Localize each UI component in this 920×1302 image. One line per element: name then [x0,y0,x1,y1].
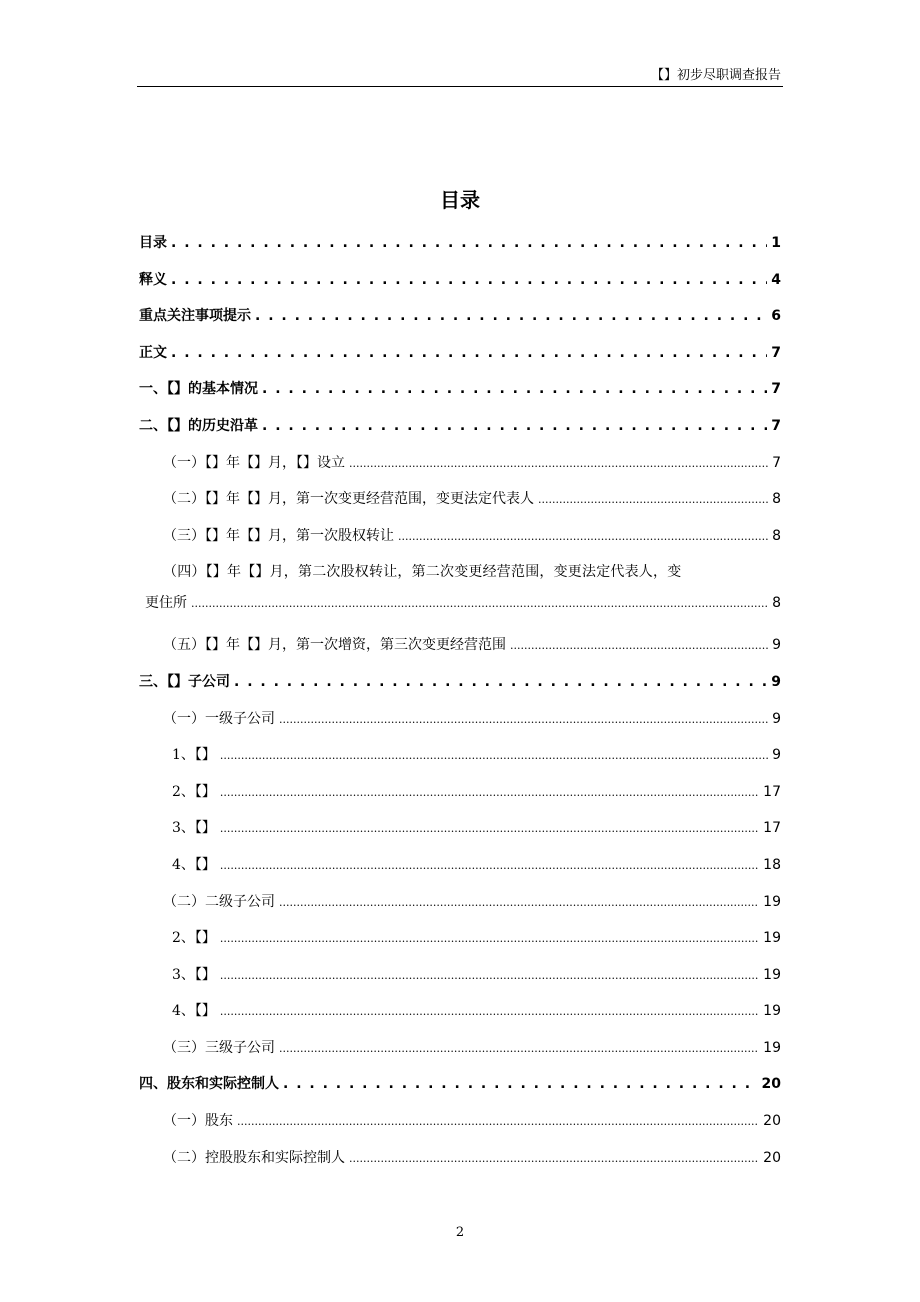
toc-entry[interactable] [139,1067,781,1104]
toc-entry-label: 释义 [139,271,167,288]
toc-entry[interactable] [139,628,781,665]
toc-entry[interactable] [139,1031,781,1068]
toc-entry-page: 19 [763,893,781,910]
toc-entry-page: 9 [772,637,781,654]
toc-entry-label: 重点关注事项提示 [139,308,251,325]
toc-entry[interactable] [139,226,781,263]
toc-entry-page: 19 [763,966,781,983]
toc-entry-label: 2、【】 [172,930,216,947]
toc-leader-dots [171,345,767,361]
toc-entry-page: 6 [771,308,781,325]
toc-entry-page: 7 [772,454,781,471]
toc-entry-page: 18 [763,856,781,873]
toc-entry-page: 4 [771,271,781,288]
toc-entry-label: 1、【】 [172,747,216,764]
toc-leader-dots [220,967,759,983]
page-number: 2 [455,1225,465,1240]
page-header [137,62,783,87]
toc-entry-page: 1 [771,235,781,251]
toc-leader-dots [538,491,768,507]
toc-entry-label: （三）【】年【】月，第一次股权转让 [163,527,394,544]
toc-entry-page: 17 [763,820,781,837]
toc-leader-dots [220,747,768,763]
toc-leader-dots [510,637,768,653]
toc-entry-label: （四）【】年【】月，第二次股权转让，第二次变更经营范围，变更法定代表人，变 [163,564,682,581]
toc-leader-dots [220,1003,759,1019]
toc-entry-label-continued: 更住所 [145,595,187,612]
toc-entry-label: 3、【】 [172,966,216,983]
toc-entry-page: 9 [772,710,781,727]
toc-entry-page: 7 [771,417,781,434]
toc-leader-dots [191,595,768,611]
toc-entry[interactable] [139,738,781,775]
toc-leader-dots [398,528,768,544]
toc-entry[interactable] [139,336,781,373]
toc-leader-dots [279,1040,759,1056]
toc-entry[interactable] [139,848,781,885]
toc-entry[interactable] [139,702,781,739]
toc-leader-dots [220,930,759,946]
toc-entry-page: 20 [763,1113,781,1130]
toc-entry-page: 8 [772,595,781,612]
toc-entry-label: 正文 [139,344,167,361]
toc-entry[interactable] [139,299,781,336]
toc-leader-dots [234,674,767,690]
toc-entry-label: （五）【】年【】月，第一次增资，第三次变更经营范围 [163,637,506,654]
toc-leader-dots [255,308,767,324]
toc-entry[interactable] [139,775,781,812]
toc-leader-dots [262,418,767,434]
toc-entry[interactable] [139,921,781,958]
toc-leader-dots [220,784,759,800]
toc-leader-dots [171,272,767,288]
toc-entry-page: 19 [763,1003,781,1020]
toc-entry[interactable] [139,409,781,446]
table-of-contents [139,226,781,1177]
toc-entry[interactable] [139,555,781,628]
toc-entry[interactable] [139,1104,781,1141]
toc-entry-label: 3、【】 [172,820,216,837]
toc-entry-label: 四、股东和实际控制人 [139,1076,279,1093]
toc-entry[interactable] [139,885,781,922]
toc-entry-label: （二）二级子公司 [163,893,275,910]
toc-entry-label: （一）一级子公司 [163,710,275,727]
toc-entry-page: 8 [772,491,781,508]
toc-leader-dots [220,820,759,836]
toc-leader-dots [171,235,767,251]
toc-entry-page: 7 [771,344,781,361]
toc-leader-dots [237,1113,759,1129]
toc-leader-dots [279,711,768,727]
toc-entry[interactable] [139,482,781,519]
toc-entry-page: 20 [761,1076,781,1093]
header-title: 【】初步尽职调查报告 [650,68,781,83]
toc-entry-label: 一、【】的基本情况 [139,381,258,398]
toc-leader-dots [349,1150,759,1166]
toc-entry[interactable] [139,665,781,702]
toc-entry-page: 17 [763,783,781,800]
toc-entry[interactable] [139,446,781,483]
toc-entry-label: 2、【】 [172,783,216,800]
toc-entry-page: 9 [771,673,781,690]
toc-entry-label: 4、【】 [172,856,216,873]
toc-entry-label: （一）股东 [163,1113,233,1130]
toc-entry-page: 19 [763,1039,781,1056]
toc-leader-dots [283,1076,758,1092]
toc-entry-page: 20 [763,1149,781,1166]
toc-entry-page: 7 [771,381,781,398]
toc-entry-label: （二）【】年【】月，第一次变更经营范围，变更法定代表人 [163,491,534,508]
toc-entry[interactable] [139,372,781,409]
toc-title: 目录 [440,188,480,212]
toc-entry[interactable] [139,811,781,848]
toc-entry[interactable] [139,519,781,556]
toc-entry-label: （一）【】年【】月，【】设立 [163,454,345,471]
toc-leader-dots [349,455,768,471]
toc-leader-dots [262,381,767,397]
toc-entry-label: 目录 [139,235,167,251]
toc-entry[interactable] [139,994,781,1031]
toc-entry-page: 9 [772,747,781,764]
toc-entry-page: 8 [772,527,781,544]
toc-entry[interactable] [139,1141,781,1178]
toc-leader-dots [279,894,759,910]
toc-entry-label: 4、【】 [172,1003,216,1020]
toc-leader-dots [220,857,759,873]
toc-entry-label: 二、【】的历史沿革 [139,417,258,434]
toc-entry-page: 19 [763,930,781,947]
toc-entry-label: （二）控股股东和实际控制人 [163,1149,345,1166]
toc-entry-label: 三、【】子公司 [139,673,230,690]
toc-entry-label: （三）三级子公司 [163,1039,275,1056]
toc-entry[interactable] [139,958,781,995]
toc-entry[interactable] [139,263,781,300]
